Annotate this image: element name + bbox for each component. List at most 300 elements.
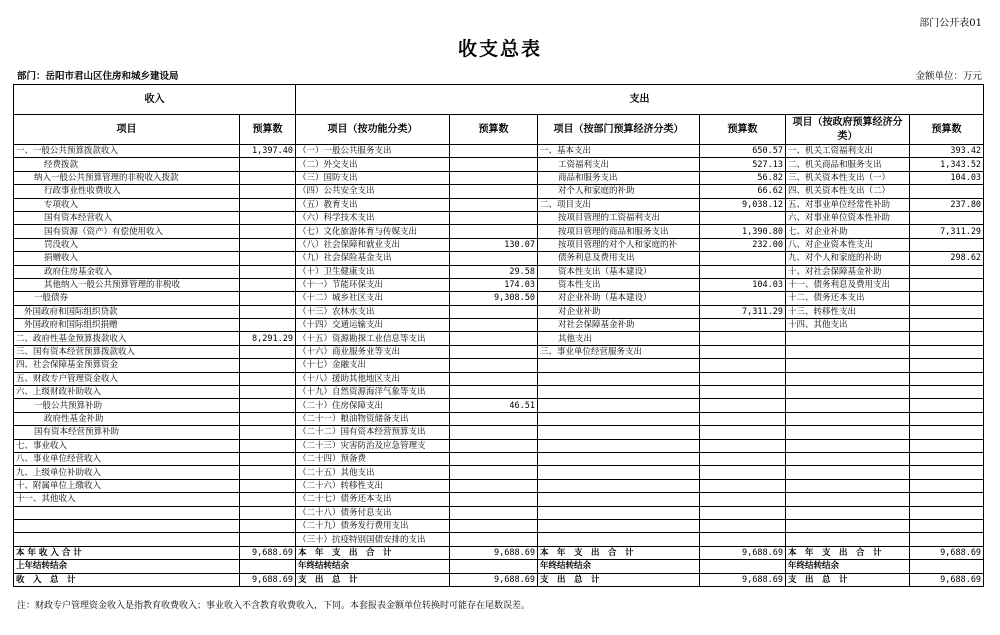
gov-econ-class-header: 项目（按政府预算经济分类） (786, 115, 910, 145)
gov-econ-item-cell: 本 年 支 出 合 计 (786, 546, 910, 559)
income-amount-cell (240, 252, 296, 265)
gov-econ-amount-cell (910, 345, 984, 358)
dept-econ-amount-cell: 7,311.29 (700, 305, 786, 318)
gov-econ-amount-cell (910, 399, 984, 412)
table-row (14, 345, 984, 358)
gov-econ-item-cell: 一、机关工资福利支出 (786, 145, 910, 158)
func-item-cell: （二十四）预备费 (296, 452, 450, 465)
gov-econ-amount-cell: 237.80 (910, 198, 984, 211)
func-amount-cell (450, 466, 538, 479)
income-amount-cell (240, 479, 296, 492)
dept-econ-amount-cell (700, 292, 786, 305)
gov-econ-amount-cell (910, 386, 984, 399)
func-item-cell: （十九）自然资源海洋气象等支出 (296, 386, 450, 399)
income-item-cell: 十、附属单位上缴收入 (14, 479, 240, 492)
gov-econ-amount-cell (910, 278, 984, 291)
gov-econ-item-cell: 三、机关资本性支出（一） (786, 171, 910, 184)
gov-econ-item-cell: 十、对社会保障基金补助 (786, 265, 910, 278)
gov-econ-item-cell: 六、对事业单位资本性补助 (786, 211, 910, 224)
income-group-header: 收入 (14, 85, 296, 115)
dept-econ-item-cell: 其他支出 (538, 332, 700, 345)
dept-econ-amount-cell (700, 452, 786, 465)
dept-econ-amount-cell (700, 533, 786, 546)
income-item-cell: 其他纳入一般公共预算管理的非税收 (14, 278, 240, 291)
income-amount-cell (240, 305, 296, 318)
dept-econ-item-cell: 资本性支出 (538, 278, 700, 291)
dept-econ-budget-header: 预算数 (700, 115, 786, 145)
dept-econ-item-cell (538, 493, 700, 506)
gov-econ-item-cell (786, 452, 910, 465)
income-amount-cell (240, 519, 296, 532)
gov-econ-amount-cell (910, 359, 984, 372)
income-amount-cell (240, 426, 296, 439)
income-item-cell: 十一、其他收入 (14, 493, 240, 506)
func-amount-cell: 46.51 (450, 399, 538, 412)
gov-econ-amount-cell (910, 292, 984, 305)
dept-econ-amount-cell (700, 493, 786, 506)
dept-econ-item-cell: 按项目管理的对个人和家庭的补 (538, 238, 700, 251)
income-amount-cell: 9,688.69 (240, 546, 296, 559)
func-item-cell: （二十三）灾害防治及应急管理支 (296, 439, 450, 452)
func-amount-cell (450, 533, 538, 546)
gov-econ-item-cell: 四、机关资本性支出（二） (786, 185, 910, 198)
func-amount-cell (450, 506, 538, 519)
income-amount-cell (240, 466, 296, 479)
gov-econ-amount-cell: 393.42 (910, 145, 984, 158)
gov-econ-amount-cell (910, 211, 984, 224)
department-label: 部门：岳阳市君山区住房和城乡建设局 (17, 71, 179, 82)
table-row (14, 145, 984, 158)
income-item-cell: 纳入一般公共预算管理的非税收入拨款 (14, 171, 240, 184)
dept-econ-amount-cell (700, 372, 786, 385)
table-row (14, 252, 984, 265)
gov-econ-item-cell: 五、对事业单位经常性补助 (786, 198, 910, 211)
income-amount-cell (240, 412, 296, 425)
func-amount-cell (450, 225, 538, 238)
dept-econ-item-cell: 本 年 支 出 合 计 (538, 546, 700, 559)
income-item-cell: 七、事业收入 (14, 439, 240, 452)
func-item-cell: （十六）商业服务业等支出 (296, 345, 450, 358)
func-item-cell: 支 出 总 计 (296, 573, 450, 586)
func-amount-cell: 174.03 (450, 278, 538, 291)
func-amount-cell (450, 345, 538, 358)
dept-econ-item-cell (538, 439, 700, 452)
gov-econ-item-cell (786, 519, 910, 532)
income-amount-cell (240, 292, 296, 305)
gov-econ-amount-cell: 9,688.69 (910, 546, 984, 559)
gov-econ-amount-cell (910, 238, 984, 251)
income-item-cell: 专项收入 (14, 198, 240, 211)
dept-econ-amount-cell (700, 426, 786, 439)
dept-econ-item-cell (538, 372, 700, 385)
dept-econ-item-cell (538, 506, 700, 519)
income-amount-cell (240, 439, 296, 452)
table-row (14, 412, 984, 425)
income-amount-cell: 9,688.69 (240, 573, 296, 586)
dept-econ-item-cell: 对社会保障基金补助 (538, 319, 700, 332)
dept-econ-item-cell (538, 359, 700, 372)
dept-econ-item-cell: 对企业补助（基本建设） (538, 292, 700, 305)
income-item-cell: 本 年 收 入 合 计 (14, 546, 240, 559)
gov-econ-amount-cell (910, 493, 984, 506)
dept-econ-item-cell (538, 519, 700, 532)
table-row (14, 332, 984, 345)
gov-econ-item-cell: 八、对企业资本性支出 (786, 238, 910, 251)
func-item-cell: （十五）资源勘探工业信息等支出 (296, 332, 450, 345)
dept-econ-amount-cell (700, 412, 786, 425)
gov-econ-item-cell (786, 439, 910, 452)
gov-econ-item-cell: 十一、债务利息及费用支出 (786, 278, 910, 291)
gov-econ-amount-cell (910, 305, 984, 318)
func-amount-cell: 9,688.69 (450, 546, 538, 559)
dept-econ-amount-cell: 1,390.80 (700, 225, 786, 238)
dept-econ-item-cell: 商品和服务支出 (538, 171, 700, 184)
table-row (14, 238, 984, 251)
income-item-cell: 上年结转结余 (14, 560, 240, 573)
dept-econ-amount-cell (700, 345, 786, 358)
dept-econ-amount-cell: 66.62 (700, 185, 786, 198)
func-amount-cell (450, 519, 538, 532)
func-amount-cell (450, 479, 538, 492)
gov-econ-item-cell (786, 493, 910, 506)
gov-econ-item-cell (786, 426, 910, 439)
table-row (14, 399, 984, 412)
dept-econ-item-cell: 二、项目支出 (538, 198, 700, 211)
income-amount-cell (240, 386, 296, 399)
income-budget-header: 预算数 (240, 115, 296, 145)
gov-econ-budget-header: 预算数 (910, 115, 984, 145)
income-item-cell: 国有资本经营预算补助 (14, 426, 240, 439)
func-amount-cell (450, 252, 538, 265)
income-item-cell: 一般债券 (14, 292, 240, 305)
func-amount-cell: 29.58 (450, 265, 538, 278)
func-item-cell: （一）一般公共服务支出 (296, 145, 450, 158)
dept-econ-item-cell: 对个人和家庭的补助 (538, 185, 700, 198)
func-amount-cell (450, 560, 538, 573)
income-item-cell (14, 533, 240, 546)
table-row (14, 225, 984, 238)
func-amount-cell: 9,308.50 (450, 292, 538, 305)
func-budget-header: 预算数 (450, 115, 538, 145)
dept-econ-amount-cell: 9,688.69 (700, 546, 786, 559)
gov-econ-item-cell (786, 332, 910, 345)
dept-econ-amount-cell (700, 359, 786, 372)
table-row (14, 560, 984, 573)
table-row (14, 506, 984, 519)
table-row (14, 292, 984, 305)
gov-econ-item-cell (786, 345, 910, 358)
func-item-cell: （十三）农林水支出 (296, 305, 450, 318)
gov-econ-amount-cell (910, 332, 984, 345)
income-item-cell: 政府住房基金收入 (14, 265, 240, 278)
func-amount-cell (450, 305, 538, 318)
income-item-cell: 捐赠收入 (14, 252, 240, 265)
dept-econ-item-cell: 一、基本支出 (538, 145, 700, 158)
gov-econ-amount-cell: 9,688.69 (910, 573, 984, 586)
gov-econ-amount-cell (910, 265, 984, 278)
table-row (14, 466, 984, 479)
table-row (14, 305, 984, 318)
dept-econ-item-cell (538, 479, 700, 492)
gov-econ-amount-cell: 1,343.52 (910, 158, 984, 171)
func-class-header: 项目（按功能分类） (296, 115, 450, 145)
dept-econ-amount-cell: 104.03 (700, 278, 786, 291)
gov-econ-item-cell (786, 466, 910, 479)
gov-econ-amount-cell (910, 372, 984, 385)
func-amount-cell (450, 452, 538, 465)
gov-econ-item-cell: 十二、债务还本支出 (786, 292, 910, 305)
budget-summary-table (13, 84, 984, 587)
func-amount-cell (450, 171, 538, 184)
income-amount-cell (240, 345, 296, 358)
gov-econ-item-cell: 九、对个人和家庭的补助 (786, 252, 910, 265)
gov-econ-amount-cell (910, 506, 984, 519)
gov-econ-item-cell (786, 412, 910, 425)
func-item-cell: （二十六）转移性支出 (296, 479, 450, 492)
dept-econ-item-cell: 资本性支出（基本建设） (538, 265, 700, 278)
func-amount-cell (450, 319, 538, 332)
income-item-cell: 一般公共预算补助 (14, 399, 240, 412)
dept-econ-item-cell: 按项目管理的商品和服务支出 (538, 225, 700, 238)
table-row (14, 573, 984, 586)
func-amount-cell: 9,688.69 (450, 573, 538, 586)
income-item-cell: 六、上级财政补助收入 (14, 386, 240, 399)
income-amount-cell (240, 399, 296, 412)
table-row (14, 533, 984, 546)
func-item-cell: （二十七）债务还本支出 (296, 493, 450, 506)
income-amount-cell (240, 211, 296, 224)
dept-econ-item-cell: 按项目管理的工资福利支出 (538, 211, 700, 224)
income-item-cell (14, 519, 240, 532)
income-item-cell: 五、财政专户管理资金收入 (14, 372, 240, 385)
income-amount-cell (240, 533, 296, 546)
income-item-cell: 二、政府性基金预算拨款收入 (14, 332, 240, 345)
income-item-cell: 九、上级单位补助收入 (14, 466, 240, 479)
gov-econ-amount-cell: 298.62 (910, 252, 984, 265)
income-amount-cell (240, 372, 296, 385)
dept-econ-amount-cell (700, 211, 786, 224)
footnote: 注：财政专户管理资金收入是指教育收费收入；事业收入不含教育收费收入，下同。本套报表金额单位转换时可能存在尾数误差。 (17, 601, 531, 611)
gov-econ-item-cell: 年终结转结余 (786, 560, 910, 573)
func-amount-cell (450, 359, 538, 372)
report-code: 部门公开表01 (919, 18, 982, 29)
gov-econ-item-cell (786, 399, 910, 412)
table-row (14, 426, 984, 439)
func-amount-cell (450, 412, 538, 425)
income-amount-cell (240, 158, 296, 171)
income-item-cell: 经费拨款 (14, 158, 240, 171)
func-item-cell: （三）国防支出 (296, 171, 450, 184)
func-amount-cell (450, 211, 538, 224)
income-item-cell: 国有资本经营收入 (14, 211, 240, 224)
gov-econ-amount-cell: 7,311.29 (910, 225, 984, 238)
table-row (14, 439, 984, 452)
dept-econ-class-header: 项目（按部门预算经济分类） (538, 115, 700, 145)
income-item-cell: 罚没收入 (14, 238, 240, 251)
func-amount-cell (450, 158, 538, 171)
table-row (14, 319, 984, 332)
func-item-cell: （五）教育支出 (296, 198, 450, 211)
func-item-cell: （四）公共安全支出 (296, 185, 450, 198)
income-item-header: 项目 (14, 115, 240, 145)
dept-econ-amount-cell (700, 479, 786, 492)
income-amount-cell (240, 359, 296, 372)
table-row (14, 185, 984, 198)
dept-econ-amount-cell (700, 560, 786, 573)
func-item-cell: （七）文化旅游体育与传媒支出 (296, 225, 450, 238)
income-item-cell: 行政事业性收费收入 (14, 185, 240, 198)
func-amount-cell (450, 185, 538, 198)
dept-econ-amount-cell: 9,038.12 (700, 198, 786, 211)
dept-econ-amount-cell (700, 386, 786, 399)
dept-econ-amount-cell: 56.82 (700, 171, 786, 184)
income-item-cell (14, 506, 240, 519)
dept-econ-amount-cell (700, 265, 786, 278)
income-amount-cell (240, 278, 296, 291)
income-amount-cell (240, 506, 296, 519)
gov-econ-item-cell (786, 386, 910, 399)
func-amount-cell (450, 198, 538, 211)
income-amount-cell (240, 171, 296, 184)
gov-econ-item-cell (786, 359, 910, 372)
income-amount-cell (240, 265, 296, 278)
dept-econ-item-cell: 年终结转结余 (538, 560, 700, 573)
table-row (14, 493, 984, 506)
income-amount-cell (240, 493, 296, 506)
func-item-cell: （三十）抗疫特别国债安排的支出 (296, 533, 450, 546)
gov-econ-item-cell (786, 372, 910, 385)
func-item-cell: （九）社会保险基金支出 (296, 252, 450, 265)
table-row (14, 519, 984, 532)
gov-econ-amount-cell (910, 519, 984, 532)
income-amount-cell (240, 198, 296, 211)
func-item-cell: （十四）交通运输支出 (296, 319, 450, 332)
income-amount-cell (240, 560, 296, 573)
gov-econ-item-cell: 十三、转移性支出 (786, 305, 910, 318)
func-amount-cell (450, 439, 538, 452)
gov-econ-amount-cell (910, 319, 984, 332)
dept-econ-item-cell: 三、事业单位经营服务支出 (538, 345, 700, 358)
table-row (14, 171, 984, 184)
income-amount-cell (240, 238, 296, 251)
gov-econ-item-cell: 二、机关商品和服务支出 (786, 158, 910, 171)
gov-econ-amount-cell (910, 185, 984, 198)
func-item-cell: （十一）节能环保支出 (296, 278, 450, 291)
func-amount-cell (450, 372, 538, 385)
func-amount-cell (450, 426, 538, 439)
income-amount-cell (240, 225, 296, 238)
func-item-cell: （二十一）粮油物资储备支出 (296, 412, 450, 425)
income-amount-cell: 8,291.29 (240, 332, 296, 345)
gov-econ-amount-cell: 104.03 (910, 171, 984, 184)
table-row (14, 372, 984, 385)
gov-econ-item-cell: 七、对企业补助 (786, 225, 910, 238)
gov-econ-amount-cell (910, 412, 984, 425)
dept-econ-item-cell (538, 426, 700, 439)
func-amount-cell (450, 493, 538, 506)
income-item-cell: 政府性基金补助 (14, 412, 240, 425)
income-item-cell: 外国政府和国际组织捐赠 (14, 319, 240, 332)
income-item-cell: 收 入 总 计 (14, 573, 240, 586)
func-item-cell: （二十五）其他支出 (296, 466, 450, 479)
gov-econ-amount-cell (910, 479, 984, 492)
dept-econ-item-cell (538, 466, 700, 479)
dept-econ-item-cell (538, 412, 700, 425)
func-item-cell: （八）社会保障和就业支出 (296, 238, 450, 251)
page-title: 收支总表 (457, 38, 542, 60)
func-item-cell: （十八）援助其他地区支出 (296, 372, 450, 385)
func-amount-cell (450, 145, 538, 158)
dept-econ-amount-cell (700, 319, 786, 332)
func-item-cell: （二十二）国有资本经营预算支出 (296, 426, 450, 439)
dept-econ-item-cell: 工资福利支出 (538, 158, 700, 171)
func-item-cell: （二十九）债务发行费用支出 (296, 519, 450, 532)
dept-econ-item-cell: 债务利息及费用支出 (538, 252, 700, 265)
dept-econ-item-cell (538, 452, 700, 465)
gov-econ-amount-cell (910, 439, 984, 452)
income-amount-cell (240, 452, 296, 465)
dept-econ-item-cell (538, 533, 700, 546)
income-item-cell: 国有资源（资产）有偿使用收入 (14, 225, 240, 238)
func-item-cell: 本 年 支 出 合 计 (296, 546, 450, 559)
func-item-cell: （二）外交支出 (296, 158, 450, 171)
dept-econ-amount-cell (700, 506, 786, 519)
func-item-cell: 年终结转结余 (296, 560, 450, 573)
gov-econ-item-cell (786, 479, 910, 492)
income-item-cell: 八、事业单位经营收入 (14, 452, 240, 465)
dept-econ-amount-cell (700, 332, 786, 345)
func-amount-cell (450, 332, 538, 345)
income-item-cell: 一、一般公共预算拨款收入 (14, 145, 240, 158)
dept-econ-amount-cell (700, 519, 786, 532)
dept-econ-amount-cell (700, 399, 786, 412)
func-item-cell: （十二）城乡社区支出 (296, 292, 450, 305)
table-row (14, 359, 984, 372)
func-amount-cell (450, 386, 538, 399)
dept-econ-amount-cell (700, 252, 786, 265)
gov-econ-item-cell: 十四、其他支出 (786, 319, 910, 332)
dept-econ-item-cell (538, 386, 700, 399)
gov-econ-amount-cell (910, 533, 984, 546)
dept-econ-item-cell: 对企业补助 (538, 305, 700, 318)
table-row (14, 546, 984, 559)
dept-econ-amount-cell (700, 439, 786, 452)
func-item-cell: （十）卫生健康支出 (296, 265, 450, 278)
func-item-cell: （十七）金融支出 (296, 359, 450, 372)
gov-econ-amount-cell (910, 560, 984, 573)
unit-label: 金额单位：万元 (915, 71, 982, 82)
gov-econ-item-cell: 支 出 总 计 (786, 573, 910, 586)
dept-econ-item-cell: 支 出 总 计 (538, 573, 700, 586)
gov-econ-item-cell (786, 506, 910, 519)
income-item-cell: 四、社会保障基金预算资金 (14, 359, 240, 372)
table-row (14, 265, 984, 278)
dept-econ-amount-cell: 527.13 (700, 158, 786, 171)
table-row (14, 386, 984, 399)
table-row (14, 211, 984, 224)
dept-econ-amount-cell: 232.00 (700, 238, 786, 251)
gov-econ-amount-cell (910, 452, 984, 465)
dept-econ-item-cell (538, 399, 700, 412)
func-item-cell: （二十八）债务付息支出 (296, 506, 450, 519)
dept-econ-amount-cell (700, 466, 786, 479)
gov-econ-amount-cell (910, 466, 984, 479)
func-amount-cell: 130.07 (450, 238, 538, 251)
table-row (14, 278, 984, 291)
dept-econ-amount-cell: 650.57 (700, 145, 786, 158)
income-amount-cell: 1,397.40 (240, 145, 296, 158)
dept-econ-amount-cell: 9,688.69 (700, 573, 786, 586)
